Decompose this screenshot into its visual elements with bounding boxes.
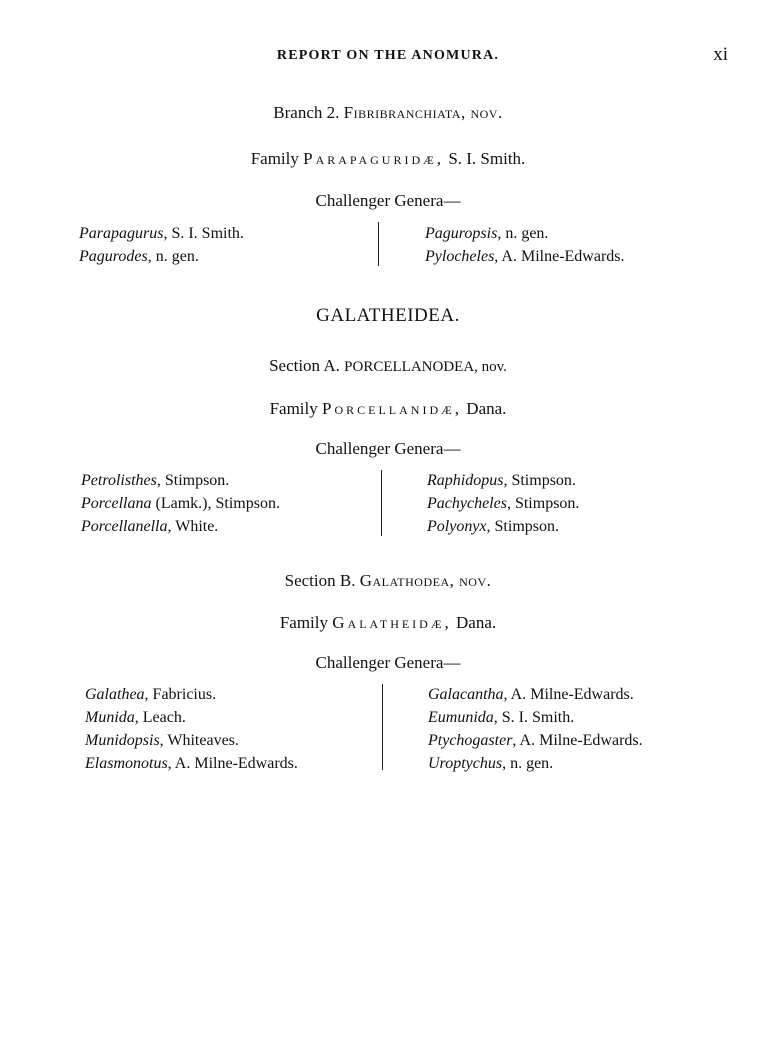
genera-heading-porcellanidae: Challenger Genera— xyxy=(315,439,461,458)
genus-entry: Petrolisthes, Stimpson. xyxy=(81,472,230,489)
genus-entry: Uroptychus, n. gen. xyxy=(428,755,554,772)
genera-heading-galatheidae: Challenger Genera— xyxy=(315,653,461,672)
genus-entry: Pylocheles, A. Milne-Edwards. xyxy=(425,248,625,265)
family-authority: S. I. Smith. xyxy=(448,149,526,168)
genus-entry: Munidopsis, Whiteaves. xyxy=(85,732,239,749)
section-a-heading xyxy=(0,356,776,376)
genus-entry: Eumunida, S. I. Smith. xyxy=(428,709,575,726)
running-head: REPORT ON THE ANOMURA. xyxy=(276,48,500,63)
genus-entry: Polyonyx, Stimpson. xyxy=(427,518,559,535)
genera-left-parapaguridae xyxy=(79,222,244,268)
genus-entry: Ptychogaster, A. Milne-Edwards. xyxy=(428,732,643,749)
genus-entry: Parapagurus, S. I. Smith. xyxy=(79,225,244,242)
section-b-heading xyxy=(0,571,776,591)
genus-entry: Pachycheles, Stimpson. xyxy=(427,495,580,512)
branch-name: Fibribranchiata, nov. xyxy=(343,103,503,122)
genus-entry: Elasmonotus, A. Milne-Edwards. xyxy=(85,755,298,772)
genus-entry: Galathea, Fabricius. xyxy=(85,686,217,703)
genus-entry: Pagurodes, n. gen. xyxy=(79,248,199,265)
family-prefix: Family xyxy=(250,149,299,168)
family-prefix: Family xyxy=(269,399,318,418)
genera-left-porcellanidae xyxy=(81,469,280,538)
family-heading-parapaguridae xyxy=(0,149,776,169)
page-number: xi xyxy=(713,44,728,65)
genus-entry: Galacantha, A. Milne-Edwards. xyxy=(428,686,634,703)
section-name: Galathodea, nov. xyxy=(359,571,492,590)
column-divider xyxy=(381,470,382,536)
section-label: Section A. xyxy=(269,356,340,375)
family-prefix: Family xyxy=(279,613,328,632)
genus-entry: Porcellanella, White. xyxy=(81,518,219,535)
section-name: PORCELLANODEA, nov. xyxy=(344,359,507,375)
branch-heading xyxy=(0,103,776,123)
genus-entry: Raphidopus, Stimpson. xyxy=(427,472,576,489)
genus-entry: Munida, Leach. xyxy=(85,709,186,726)
branch-label: Branch 2. xyxy=(273,103,340,122)
genera-right-galatheidae xyxy=(428,683,643,775)
column-divider xyxy=(382,684,383,770)
genus-entry: Paguropsis, n. gen. xyxy=(425,225,549,242)
genera-right-parapaguridae xyxy=(425,222,625,268)
family-name: Parapaguridæ, xyxy=(303,149,445,168)
genera-right-porcellanidae xyxy=(427,469,579,538)
family-heading-porcellanidae xyxy=(0,399,776,419)
genera-heading-parapaguridae: Challenger Genera— xyxy=(315,191,461,210)
column-divider xyxy=(378,222,379,266)
family-authority: Dana. xyxy=(456,613,497,632)
family-name: Galatheidæ, xyxy=(332,613,452,632)
family-name: Porcellanidæ, xyxy=(322,399,463,418)
group-title: GALATHEIDEA. xyxy=(316,305,460,326)
genera-left-galatheidae xyxy=(85,683,298,775)
family-heading-galatheidae xyxy=(0,613,776,633)
genus-entry: Porcellana (Lamk.), Stimpson. xyxy=(81,495,280,512)
family-authority: Dana. xyxy=(466,399,507,418)
section-label: Section B. xyxy=(284,571,356,590)
